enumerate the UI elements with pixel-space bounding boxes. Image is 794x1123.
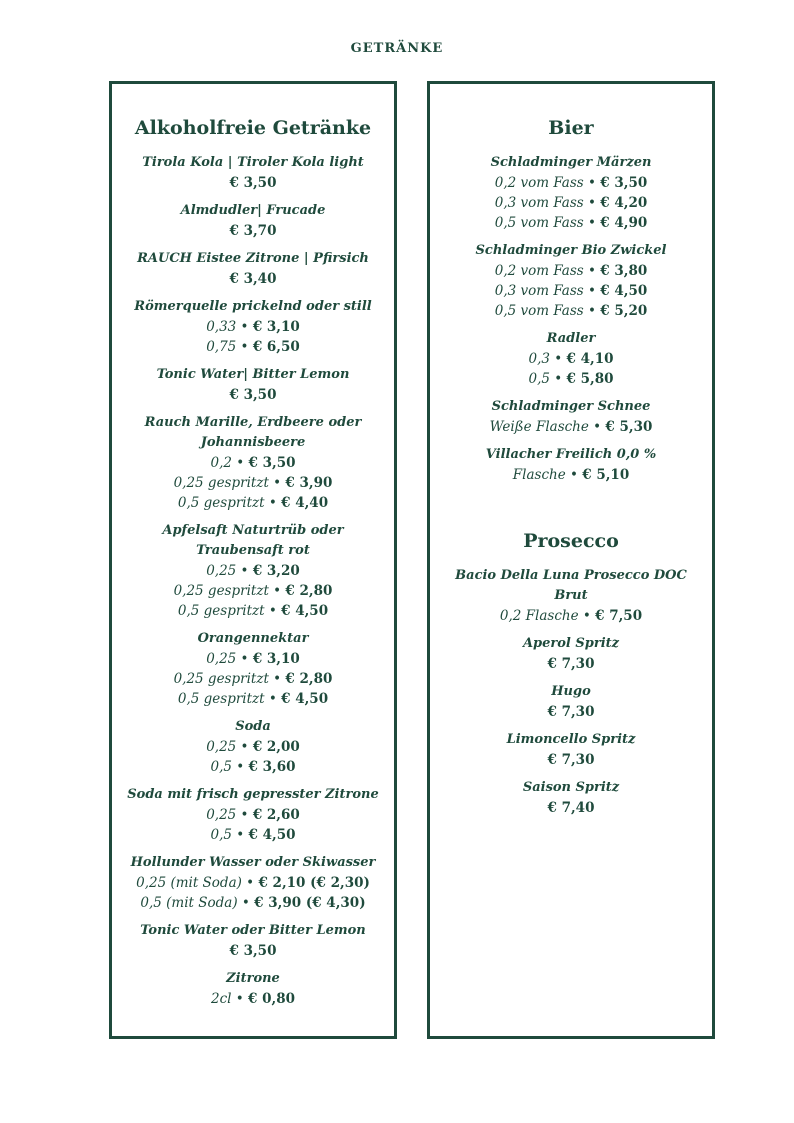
- menu-item: [430, 397, 712, 437]
- volume-label: 0,33 •: [206, 319, 253, 335]
- volume-label: 0,3 vom Fass •: [494, 195, 601, 211]
- price-line: [112, 581, 394, 601]
- price-line: [430, 465, 712, 485]
- item-name: Bacio Della Luna Prosecco DOC Brut: [455, 568, 687, 603]
- item-name: Römerquelle prickelnd oder still: [134, 299, 372, 314]
- item-name: Limoncello Spritz: [506, 732, 636, 747]
- menu-item: [430, 730, 712, 770]
- price-line: [112, 737, 394, 757]
- price: € 5,30: [605, 419, 653, 435]
- price-line: [430, 193, 712, 213]
- price-line: [430, 702, 712, 722]
- price: € 3,80: [600, 263, 648, 279]
- price: € 4,50: [281, 691, 329, 707]
- price-line: [112, 173, 394, 193]
- price: € 5,20: [600, 303, 648, 319]
- volume-label: 0,5 gespritzt •: [177, 495, 282, 511]
- price: € 0,80: [248, 991, 295, 1007]
- price-line: [112, 669, 394, 689]
- price-line: [112, 385, 394, 405]
- volume-label: 0,3 vom Fass •: [494, 283, 601, 299]
- price: € 3,90: [285, 475, 333, 491]
- volume-label: 0,2 •: [210, 455, 249, 471]
- price-line: [112, 317, 394, 337]
- menu-item: [112, 201, 394, 241]
- price: € 4,50: [248, 827, 296, 843]
- item-name: Apfelsaft Naturtrüb oder Traubensaft rot: [162, 523, 344, 558]
- price-line: [112, 757, 394, 777]
- price-line: [430, 654, 712, 674]
- volume-label: 0,3 •: [528, 351, 567, 367]
- price-line: [112, 649, 394, 669]
- item-name: Zitrone: [226, 971, 280, 986]
- volume-label: 0,75 •: [206, 339, 253, 355]
- item-name: Radler: [546, 331, 596, 346]
- section-title: Alkoholfreie Getränke: [134, 117, 372, 139]
- price-line: [112, 561, 394, 581]
- item-name: Tirola Kola | Tiroler Kola light: [142, 155, 364, 170]
- menu-item: [112, 249, 394, 289]
- price-line: [430, 349, 712, 369]
- menu-item: [112, 365, 394, 405]
- bier-prosecco-panel: [427, 81, 715, 1039]
- price-line: [430, 750, 712, 770]
- price: € 5,10: [582, 467, 630, 483]
- price-line: [430, 606, 712, 626]
- price: € 2,10 (€ 2,30): [258, 875, 370, 891]
- price-line: [112, 269, 394, 289]
- price-line: [112, 473, 394, 493]
- volume-label: 0,25 •: [206, 807, 253, 823]
- price-line: [430, 261, 712, 281]
- alkoholfreie-panel: [109, 81, 397, 1039]
- price-line: [112, 825, 394, 845]
- price-line: [112, 221, 394, 241]
- price: € 7,40: [547, 800, 595, 816]
- item-name: Tonic Water oder Bitter Lemon: [140, 923, 366, 938]
- price-line: [112, 453, 394, 473]
- price: € 3,60: [248, 759, 296, 775]
- price: € 3,50: [600, 175, 648, 191]
- price-line: [112, 493, 394, 513]
- price: € 2,00: [252, 739, 300, 755]
- price: € 7,30: [547, 704, 595, 720]
- menu-item: [112, 153, 394, 193]
- menu-item: [112, 853, 394, 913]
- price-line: [430, 301, 712, 321]
- item-name: Aperol Spritz: [522, 636, 620, 651]
- price: € 4,50: [600, 283, 648, 299]
- menu-item: [112, 413, 394, 513]
- price: € 4,40: [281, 495, 329, 511]
- item-name: Schladminger Schnee: [491, 399, 651, 414]
- item-name: Tonic Water| Bitter Lemon: [156, 367, 350, 382]
- item-name: Schladminger Bio Zwickel: [475, 243, 667, 258]
- price: € 7,30: [547, 656, 595, 672]
- item-name: Soda mit frisch gepresster Zitrone: [127, 787, 379, 802]
- menu-item: [430, 241, 712, 321]
- price: € 4,20: [600, 195, 648, 211]
- price: € 5,80: [566, 371, 614, 387]
- menu-item: [430, 566, 712, 626]
- price: € 7,50: [595, 608, 643, 624]
- item-name: Hugo: [551, 684, 591, 699]
- volume-label: 0,25 (mit Soda) •: [136, 875, 259, 891]
- price: € 3,20: [252, 563, 300, 579]
- price-line: [430, 369, 712, 389]
- item-name: Orangennektar: [197, 631, 309, 646]
- item-name: Rauch Marille, Erdbeere oder Johannisbeere: [144, 415, 362, 450]
- price: € 7,30: [547, 752, 595, 768]
- volume-label: 0,2 vom Fass •: [494, 263, 601, 279]
- price-line: [430, 798, 712, 818]
- page-title: GETRÄNKE: [350, 41, 444, 56]
- price: € 2,80: [285, 671, 333, 687]
- price-line: [112, 337, 394, 357]
- price-line: [430, 173, 712, 193]
- price-line: [430, 281, 712, 301]
- volume-label: 0,25 gespritzt •: [173, 583, 286, 599]
- volume-label: 0,2 vom Fass •: [494, 175, 601, 191]
- menu-item: [112, 629, 394, 709]
- price: € 3,50: [229, 175, 277, 191]
- menu-item: [112, 921, 394, 961]
- menu-item: [430, 682, 712, 722]
- price-line: [112, 873, 394, 893]
- volume-label: 0,5 gespritzt •: [177, 691, 282, 707]
- price: € 3,10: [252, 651, 300, 667]
- volume-label: 0,25 •: [206, 739, 253, 755]
- section-title: Bier: [548, 117, 594, 139]
- price-line: [112, 941, 394, 961]
- price: € 3,40: [229, 271, 277, 287]
- price: € 3,50: [229, 943, 277, 959]
- item-name: Hollunder Wasser oder Skiwasser: [130, 855, 376, 870]
- volume-label: 0,5 gespritzt •: [177, 603, 282, 619]
- volume-label: 0,2 Flasche •: [499, 608, 596, 624]
- price: € 4,50: [281, 603, 329, 619]
- volume-label: Flasche •: [512, 467, 583, 483]
- volume-label: 0,5 (mit Soda) •: [140, 895, 255, 911]
- price: € 3,70: [229, 223, 277, 239]
- price-line: [430, 417, 712, 437]
- item-name: Villacher Freilich 0,0 %: [485, 447, 657, 462]
- price-line: [112, 601, 394, 621]
- volume-label: 0,5 •: [210, 759, 249, 775]
- menu-item: [112, 717, 394, 777]
- menu-list: [112, 153, 394, 1009]
- price-line: [112, 989, 394, 1009]
- volume-label: Weiße Flasche •: [489, 419, 606, 435]
- menu-item: [430, 778, 712, 818]
- volume-label: 0,5 vom Fass •: [494, 303, 601, 319]
- menu-item: [430, 153, 712, 233]
- item-name: Almdudler| Frucade: [180, 203, 326, 218]
- price: € 3,50: [248, 455, 296, 471]
- price-line: [112, 805, 394, 825]
- item-name: RAUCH Eistee Zitrone | Pfirsich: [137, 251, 369, 266]
- menu-list: [430, 153, 712, 485]
- volume-label: 0,25 •: [206, 563, 253, 579]
- volume-label: 0,25 gespritzt •: [173, 671, 286, 687]
- price-line: [112, 689, 394, 709]
- volume-label: 0,25 gespritzt •: [173, 475, 286, 491]
- price: € 4,90: [600, 215, 648, 231]
- price-line: [430, 213, 712, 233]
- volume-label: 0,5 •: [210, 827, 249, 843]
- price: € 3,50: [229, 387, 277, 403]
- menu-item: [112, 521, 394, 621]
- price: € 2,80: [285, 583, 333, 599]
- item-name: Soda: [235, 719, 271, 734]
- menu-item: [430, 634, 712, 674]
- price: € 2,60: [252, 807, 300, 823]
- menu-item: [112, 297, 394, 357]
- price: € 3,90 (€ 4,30): [254, 895, 366, 911]
- volume-label: 0,5 vom Fass •: [494, 215, 601, 231]
- price: € 6,50: [252, 339, 300, 355]
- price-line: [112, 893, 394, 913]
- menu-item: [430, 445, 712, 485]
- menu-item: [430, 329, 712, 389]
- price: € 3,10: [252, 319, 300, 335]
- price: € 4,10: [566, 351, 614, 367]
- section-title: Prosecco: [523, 530, 619, 552]
- volume-label: 2cl •: [211, 991, 249, 1007]
- menu-item: [112, 969, 394, 1009]
- menu-item: [112, 785, 394, 845]
- item-name: Saison Spritz: [522, 780, 620, 795]
- menu-list: [430, 566, 712, 818]
- item-name: Schladminger Märzen: [490, 155, 652, 170]
- volume-label: 0,25 •: [206, 651, 253, 667]
- volume-label: 0,5 •: [528, 371, 567, 387]
